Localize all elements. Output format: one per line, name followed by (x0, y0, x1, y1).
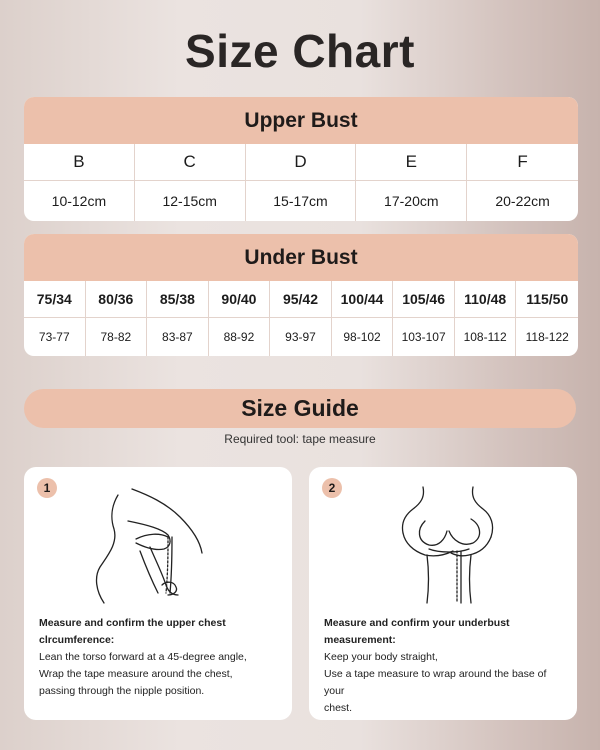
under-bust-size-header: 115/50 (516, 281, 578, 318)
upper-bust-heading: Upper Bust (24, 97, 578, 144)
upper-bust-value: 15-17cm (246, 181, 357, 221)
under-bust-value: 93-97 (270, 318, 332, 356)
upper-bust-value: 17-20cm (356, 181, 467, 221)
under-bust-size-header: 105/46 (393, 281, 455, 318)
upper-bust-value-row (24, 181, 578, 221)
under-bust-size-header: 75/34 (24, 281, 86, 318)
under-bust-value-row (24, 318, 578, 356)
under-bust-value: 103-107 (393, 318, 455, 356)
step-title-line: measurement: (324, 634, 396, 646)
upper-bust-header-row (24, 144, 578, 181)
upper-bust-cup-header: C (135, 144, 246, 181)
page-title: Size Chart (185, 25, 415, 77)
step-instruction-line: Lean the torso forward at a 45-degree angle, (39, 651, 247, 663)
upper-bust-cup-header: D (246, 144, 357, 181)
under-bust-size-header: 80/36 (86, 281, 148, 318)
under-bust-value: 88-92 (209, 318, 271, 356)
upper-bust-value: 12-15cm (135, 181, 246, 221)
under-bust-value: 73-77 (24, 318, 86, 356)
upper-bust-value: 10-12cm (24, 181, 135, 221)
underbust-measure-illustration (373, 481, 513, 609)
step-title-line: Measure and confirm your underbust (324, 617, 510, 629)
step-card-2 (309, 467, 577, 720)
under-bust-value: 108-112 (455, 318, 517, 356)
under-bust-value: 98-102 (332, 318, 394, 356)
step-instruction-line: Wrap the tape measure around the chest, (39, 668, 233, 680)
size-guide-heading: Size Guide (24, 389, 576, 428)
step-title-line: Measure and confirm the upper chest (39, 617, 226, 629)
under-bust-size-header: 85/38 (147, 281, 209, 318)
upper-bust-table (24, 97, 578, 221)
step-card-1 (24, 467, 292, 720)
under-bust-heading: Under Bust (24, 234, 578, 281)
step-instruction-line: passing through the nipple position. (39, 685, 205, 697)
step-instruction-line: chest. (324, 702, 353, 714)
step-instruction-line: Use a tape measure to wrap around the base of your (324, 668, 547, 697)
upper-bust-value: 20-22cm (495, 193, 550, 209)
under-bust-size-header: 90/40 (209, 281, 271, 318)
under-bust-size-header: 95/42 (270, 281, 332, 318)
upper-bust-cup-header: E (356, 144, 467, 181)
required-tool-note: Required tool: tape measure (224, 432, 376, 446)
under-bust-value: 83-87 (147, 318, 209, 356)
step-description (324, 615, 569, 717)
step-number-badge: 2 (322, 478, 342, 498)
upper-chest-measure-illustration (88, 481, 228, 609)
step-description (39, 615, 284, 700)
under-bust-table (24, 234, 578, 356)
under-bust-size-header: 100/44 (332, 281, 394, 318)
upper-bust-cup-header: F (467, 144, 578, 181)
under-bust-header-row (24, 281, 578, 318)
upper-bust-cup-header: B (24, 144, 135, 181)
step-instruction-line: Keep your body straight, (324, 651, 438, 663)
under-bust-size-header: 110/48 (455, 281, 517, 318)
step-number-badge: 1 (37, 478, 57, 498)
under-bust-value: 78-82 (86, 318, 148, 356)
step-title-line: clrcumference: (39, 634, 115, 646)
under-bust-value: 118-122 (525, 330, 569, 344)
